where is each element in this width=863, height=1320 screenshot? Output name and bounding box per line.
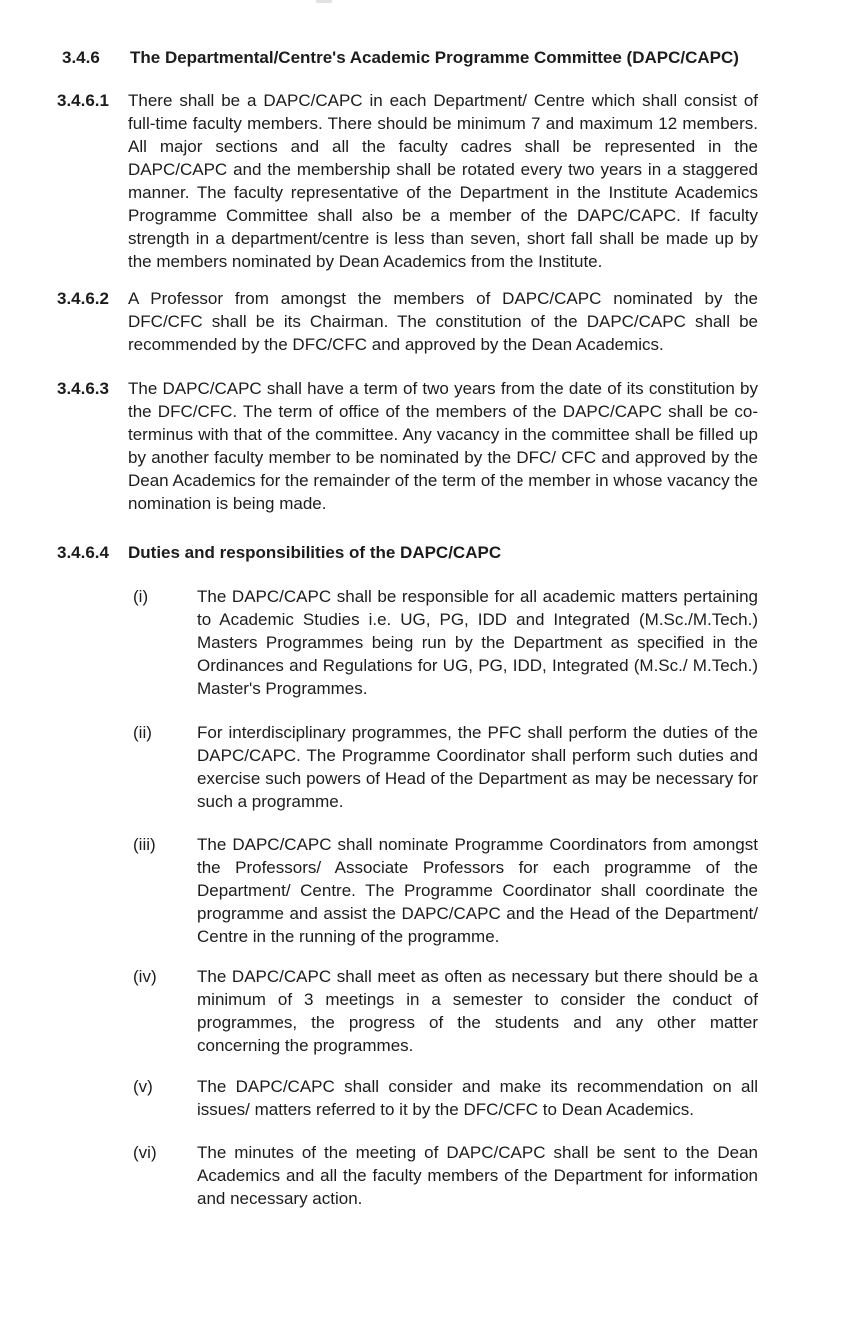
duty-text: The DAPC/CAPC shall be responsible for all academic matters pertaining to Academic Studies i.e. UG, PG, IDD and Integrated (M.Sc./M.Tech.) Masters Programmes being run by the Department as specified in the Ordinances and Regulations for UG, PG, IDD, Integrated (M.Sc./ M.Tech.) Master's Programmes. (197, 587, 758, 698)
duty-item-vi (133, 1141, 863, 1210)
duty-item-v (133, 1075, 863, 1121)
duty-label: (iii) (133, 835, 156, 854)
duty-item-ii (133, 721, 863, 813)
duty-text: The minutes of the meeting of DAPC/CAPC shall be sent to the Dean Academics and all the faculty members of the Department for information and necessary action. (197, 1143, 758, 1208)
duty-text: The DAPC/CAPC shall consider and make its recommendation on all issues/ matters referred to it by the DFC/CFC to Dean Academics. (197, 1077, 758, 1119)
duty-label: (vi) (133, 1143, 157, 1162)
duty-item-iv (133, 965, 863, 1057)
clause-number: 3.4.6.3 (57, 379, 109, 398)
subsection-heading-3-4-6-4 (57, 541, 863, 564)
scan-artifact (316, 0, 332, 3)
duty-text: The DAPC/CAPC shall meet as often as necessary but there should be a minimum of 3 meetings in a semester to consider the conduct of programmes, the progress of the students and any other matter concerning the programmes. (197, 967, 758, 1055)
section-title: The Departmental/Centre's Academic Programme Committee (DAPC/CAPC) (130, 48, 739, 67)
duty-text: The DAPC/CAPC shall nominate Programme Coordinators from amongst the Professors/ Associate Professors for each programme of the Department/ Centre. The Programme Coordinator shall coordinate the programme and assist the DAPC/CAPC and the Head of the Department/ Centre in the running of the programme. (197, 835, 758, 946)
section-number: 3.4.6 (62, 48, 100, 67)
duty-text: For interdisciplinary programmes, the PFC shall perform the duties of the DAPC/CAPC. The Programme Coordinator shall perform such duties and exercise such powers of Head of the Department as may be necessary for such a programme. (197, 723, 758, 811)
duty-item-i (133, 585, 863, 700)
duty-label: (ii) (133, 723, 152, 742)
duty-label: (i) (133, 587, 149, 606)
clause-number: 3.4.6.2 (57, 289, 109, 308)
clause-text: A Professor from amongst the members of DAPC/CAPC nominated by the DFC/CFC shall be its Chairman. The constitution of the DAPC/CAPC shall be recommended by the DFC/CFC and approved by the Dean Academics. (128, 289, 758, 354)
clause-3-4-6-3 (57, 377, 863, 515)
duty-label: (iv) (133, 967, 157, 986)
section-heading (62, 46, 863, 69)
clause-number: 3.4.6.1 (57, 91, 109, 110)
subsection-number: 3.4.6.4 (57, 543, 109, 562)
duty-item-iii (133, 833, 863, 948)
clause-text: The DAPC/CAPC shall have a term of two years from the date of its constitution by the DFC/CFC. The term of office of the members of the DAPC/CAPC shall be co-terminus with that of the committee. Any vacancy in the committee shall be filled up by another faculty member to be nominated by the DFC/ CFC and approved by the Dean Academics for the remainder of the term of the member in whose vacancy the nomination is being made. (128, 379, 758, 513)
duty-label: (v) (133, 1077, 153, 1096)
clause-text: There shall be a DAPC/CAPC in each Department/ Centre which shall consist of full-time faculty members. There should be minimum 7 and maximum 12 members. All major sections and all the faculty cadres shall be represented in the DAPC/CAPC and the membership shall be rotated every two years in a staggered manner. The faculty representative of the Department in the Institute Academics Programme Committee shall also be a member of the DAPC/CAPC. If faculty strength in a department/centre is less than seven, short fall shall be made up by the members nominated by Dean Academics from the Institute. (128, 91, 758, 271)
clause-3-4-6-1 (57, 89, 863, 273)
subsection-title: Duties and responsibilities of the DAPC/CAPC (128, 543, 502, 562)
clause-3-4-6-2 (57, 287, 863, 356)
